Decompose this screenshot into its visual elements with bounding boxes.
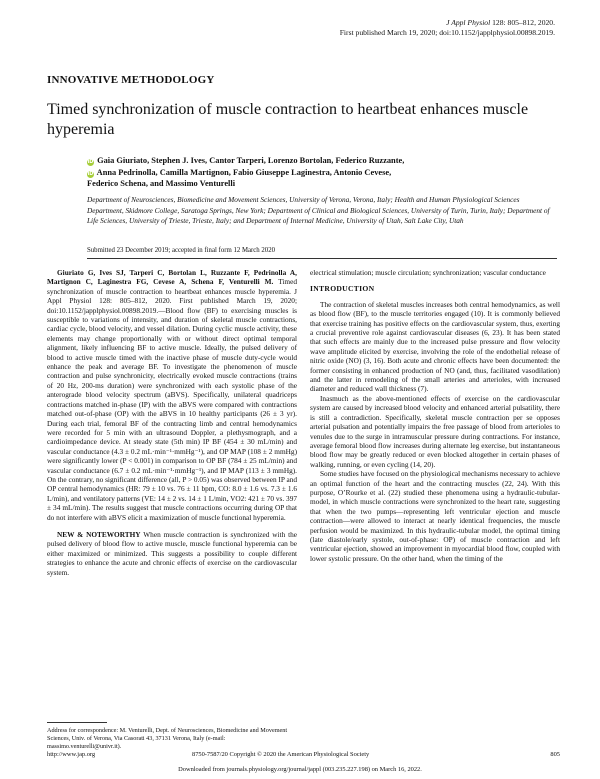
author-line-1: iD Gaia Giuriato, Stephen J. Ives, Cantor Tarperi, Lorenzo Bortolan, Federico Ruzzante, — [87, 156, 405, 165]
new-noteworthy — [47, 530, 297, 577]
article-title: Timed synchronization of muscle contraction to heartbeat enhances muscle hyperemia — [47, 101, 529, 138]
abstract — [47, 268, 297, 522]
abstract-column — [47, 268, 297, 577]
body-column — [310, 268, 560, 563]
download-note: Downloaded from journals.physiology.org/journal/jappl (003.235.227.198) on March 16, 2022. — [178, 766, 422, 773]
section-label: INNOVATIVE METHODOLOGY — [47, 74, 215, 86]
new-noteworthy-text: When muscle contraction is synchronized with the pulsed delivery of blood flow to active muscle, muscle functional hyperemia can be either maximized or minimized. This suggests a possibility to couple different strategies to enhance the acute and chronic effects of exercise on the cardiovascular system. — [47, 529, 297, 577]
citation: 128: 805–812, 2020. — [492, 18, 555, 27]
abstract-citation-authors: Giuriato G, Ives SJ, Tarperi C, Bortolan L, Ruzzante F, Pedrinolla A, Martignon C, Laginestra FG, Cevese A, Schena F, Venturelli M. — [47, 268, 297, 287]
divider — [87, 258, 557, 259]
section-heading-introduction: INTRODUCTION — [310, 284, 375, 294]
author-list — [87, 155, 537, 190]
published-line: First published March 19, 2020; doi:10.1152/japplphysiol.00898.2019. — [339, 28, 555, 37]
intro-paragraph: Inasmuch as the above-mentioned effects of exercise on the cardiovascular system are caused by increased blood velocity and enhanced arterial pulsatility, there is still a contradiction. Specifically, skeletal muscle contraction per se opposes arterial pulsation and potentially impairs the free passage of blood from arterioles to venules due to the surge in intramuscular pressure during contractions. For instance, average femoral blood flow increases during alternate leg exercise, but instantaneous blood flow may be greatly reduced or even blocked altogether in certain phases of walking, running, or even cycling (14, 20). — [310, 393, 560, 469]
intro-paragraph: The contraction of skeletal muscles increases both central hemodynamics, as well as blood flow (BF), to the muscle territories engaged (10). It is commonly believed that exercise training has positive effects on the cardiovascular system, thus, exerting a crucial preventive role against cardiovascular diseases (6, 23). It has been stated that such effects are mainly due to the increased pulse pressure and flow velocity wave amplitude elicited by exercise, involving the role of the endothelial release of nitric oxide (NO) (3, 16). Both acute and chronic effects have been documented: the former consisting in enhanced production of NO (and, thus, facilitated vasodilation) and the latter in remodeling of the small arteries and arterioles, with increased diameter and reduced wall thickness (7). — [310, 299, 560, 394]
new-noteworthy-label: NEW & NOTEWORTHY — [57, 529, 141, 539]
keywords: electrical stimulation; muscle circulation; synchronization; vascular conductance — [310, 268, 546, 277]
abstract-text: Timed synchronization of muscle contraction to heartbeat enhances muscle hyperemia. J Appl Physiol 128: 805–812, 2020. First published March 19, 2020; doi:10.1152/japplphysiol.00898.2019.—Blood flow (BF) to exercising muscles is susceptible to variations of intensity, and duration of skeletal muscle contractions, cardiac cycle, blood velocity, and vessel dilation. During cyclic muscle activity, these elements may change proportionally with or without direct optimal temporal alignment, likely influencing BF to active muscle. Ideally, the pulsed delivery of blood to active muscle timed with the inactive phase of muscle duty-cycle would enhance the peak and average BF. To investigate the phenomenon of muscle contraction and pulse synchronicity, electrically evoked muscle contractions (trains of 20 Hz, 200-ms duration) were synchronized with each systolic phase of the anterograde blood velocity spectrum (aBVS). Specifically, unilateral quadriceps contractions matched in-phase (IP) with the aBVS were compared with contractions matched out-of-phase (OP) with the aBVS in 10 healthy participants (26 ± 3 yr). During each trial, femoral BF of the contracting limb and central hemodynamics were recorded for 5 min with an ultrasound Doppler, a plethysmograph, and a cardioimpedance device. At steady state (5th min) IP BF (454 ± 30 mL/min) and vascular conductance (4.3 ± 0.2 mL·min⁻¹·mmHg⁻¹), and OP MAP (108 ± 2 mmHg) were significantly lower (P < 0.001) in comparison to OP BF (784 ± 25 mL/min) and vascular conductance (6.7 ± 0.2 mL·min⁻¹·mmHg⁻¹), and IP MAP (113 ± 3 mmHg). On the contrary, no significant difference (all, P > 0.05) was observed between IP and OP central hemodynamics (HR: 79 ± 10 vs. 76 ± 11 bpm, CO: 8.0 ± 1.6 vs. 7.3 ± 1.6 L/min), and ventilatory patterns (VE: 14 ± 2 vs. 14 ± 1 L/min, VO2: 421 ± 70 vs. 397 ± 34 mL/min). The results suggest that muscle contractions occurring during OP that do not interfere with aBVS elicit a maximization of muscle functional hyperemia. — [47, 277, 297, 522]
affiliations: Department of Neurosciences, Biomedicine and Movement Sciences, University of Verona, Verona, Italy; Health and Human Physiological Sciences Department, Skidmore College, Saratoga Springs, New York; Department of Clinical and Biological Sciences, University of Turin, Turin, Italy; Department of Life Sciences, University of Trieste, Trieste, Italy; and Department of Internal Medicine, University of Utah, Salt Lake City, Utah — [87, 195, 550, 226]
journal-name: J Appl Physiol — [446, 18, 491, 27]
orcid-icon[interactable]: iD — [87, 159, 94, 165]
author-line-2: iD Anna Pedrinolla, Camilla Martignon, Fabio Giuseppe Laginestra, Antonio Cevese, — [87, 167, 392, 177]
page-number: 805 — [550, 751, 560, 758]
journal-url-link[interactable]: http://www.jap.org — [47, 751, 96, 758]
journal-header — [340, 18, 555, 38]
author-line-3: Federico Schena, and Massimo Venturelli — [87, 179, 236, 189]
page-footer — [47, 752, 560, 762]
footnote-divider — [47, 722, 107, 723]
orcid-icon[interactable]: iD — [87, 170, 94, 177]
correspondence: Address for correspondence: M. Venturelli, Dept. of Neurosciences, Biomedicine and Movement Sciences, Univ. of Verona, Via Casorati 43, 37131 Verona, Italy (e-mail: massimo.venturelli@univr.it). — [47, 727, 288, 750]
submitted-dates: Submitted 23 December 2019; accepted in final form 12 March 2020 — [87, 247, 275, 254]
intro-paragraph: Some studies have focused on the physiological mechanisms necessary to achieve an optimal function of the heart and the contracting muscles (22, 24). With this purpose, O’Rourke et al. (22) studied these phenomena using a hydraulic-tubular-model, in which muscle contractions were synchronized to the heart rate, suggesting that when the two pumps—representing left ventricular ejection and muscle contraction—were allowed to interact at nearly identical frequencies, the muscle perfusion would be maximized. In this hydraulic-tubular model, the optimal timing (late diastole/early systole, out-of-phase: OP) of muscle contraction and left ventricular ejection, showed an improvement in myocardial blood flow, coupled with lower systolic pressure. On the other hand, when the timing of the — [310, 469, 560, 563]
copyright: 8750-7587/20 Copyright © 2020 the American Physiological Society — [192, 751, 370, 758]
